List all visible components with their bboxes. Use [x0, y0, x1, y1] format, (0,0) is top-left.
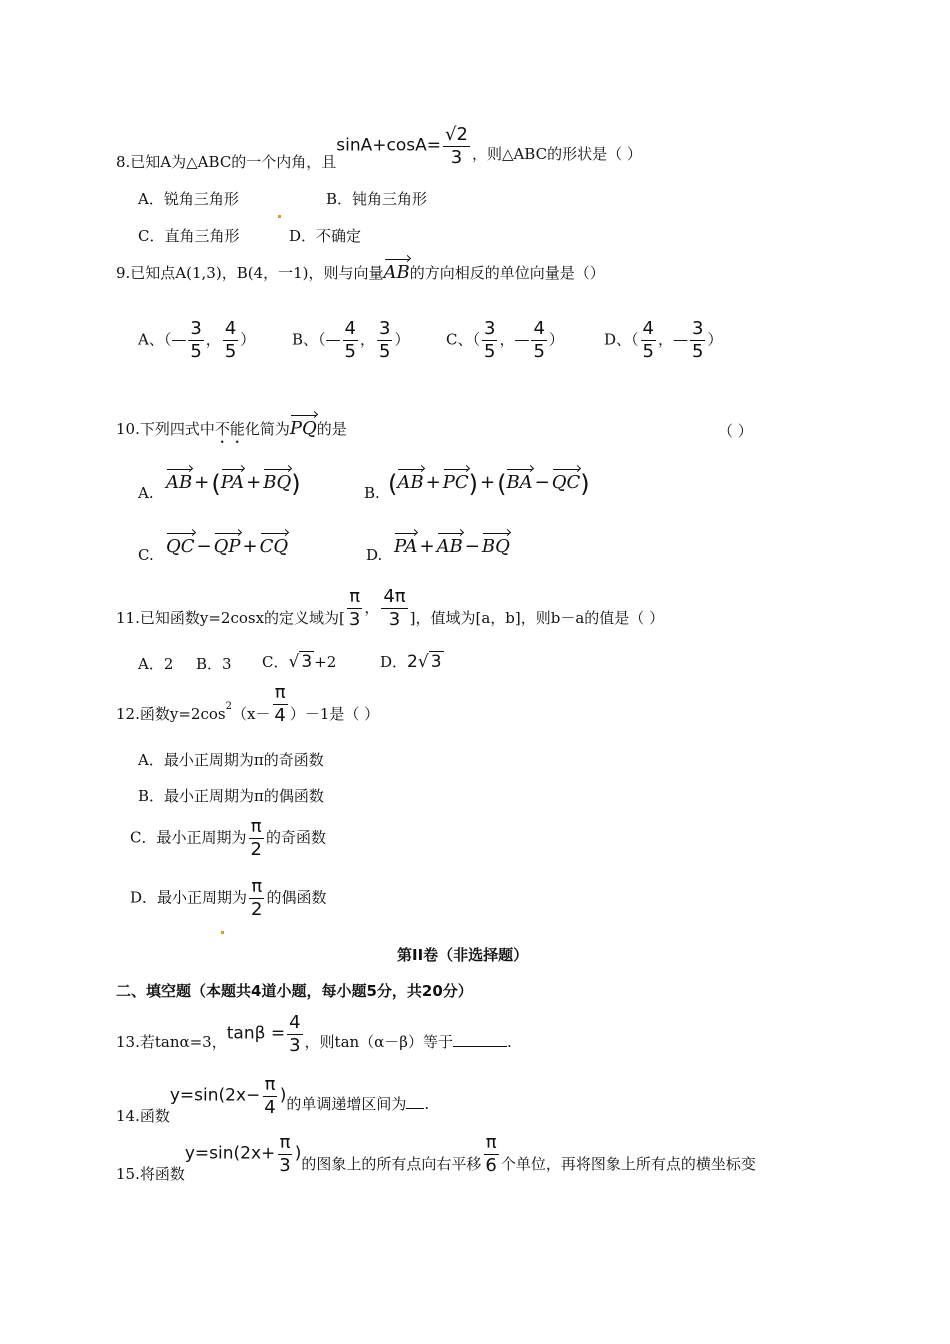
q9-prefix: 9.已知点A(1,3)，B(4，一1)，则与向量 [116, 264, 384, 282]
q10-option-a-label: A. [138, 484, 154, 502]
q8-marker [278, 200, 281, 218]
q8-prefix: 8.已知A为△ABC的一个内角，且 [116, 152, 337, 171]
q12-option-a: A．最小正周期为π的奇函数 [138, 751, 324, 769]
q8-option-d: D．不确定 [289, 227, 362, 245]
q11-fraction-2: $\frac{4\pi}{3}$ [383, 586, 406, 630]
q12-fraction: $\frac{\pi}{4}$ [274, 682, 286, 726]
q8-fraction: $\frac{√2}{3}$ [445, 124, 468, 168]
q11-option-a: A．2 [138, 655, 174, 673]
question-13: 13.若tanα=3，tanβ = $\frac{4}{3}$ ，则tan（α－β）等于 . [116, 1012, 512, 1056]
q10-answer-bracket: （ ） [718, 422, 753, 440]
q10-option-d-expr: PA + AB − BQ [394, 532, 510, 557]
q11-fraction-1: $\frac{\pi}{3}$ [348, 586, 361, 630]
question-10: 10.下列四式中不能化简为PQ的是 [116, 414, 347, 447]
q8-lhs: sinA+cosA= [336, 135, 442, 156]
q9-option-b: B、（— $\frac{4}{5}$ ， $\frac{3}{5}$ ） [292, 318, 410, 362]
q9-vector-ab: AB [384, 258, 410, 283]
question-12: 12.函数$y=2\cos^2(x-$ $\frac{\pi}{4}$ ）－1是（ ） [116, 682, 380, 726]
q12-marker [221, 916, 224, 934]
section-title: 第II卷（非选择题） [397, 946, 529, 964]
question-11: 11.已知函数y=2cosx的定义域为[ $\frac{\pi}{3}$ ， $\frac{4\pi}{3}$ ]，值域为[a，b]，则b－a的值是（ ） [116, 586, 665, 630]
q10-option-b-label: B. [364, 484, 380, 502]
q12-option-b: B．最小正周期为π的偶函数 [138, 787, 324, 805]
question-15: 15.将函数y=sin(2x+ $\frac{\pi}{3}$ )的图象上的所有点向右平移 $\frac{\pi}{6}$ 个单位，再将图象上所有点的横坐标变 [116, 1132, 756, 1183]
question-9 [116, 258, 605, 283]
q10-option-c-label: C. [138, 546, 154, 564]
q10-emphasis: 不能 [214, 420, 245, 438]
q10-vector-pq: PQ [290, 414, 317, 439]
q9-suffix: 的方向相反的单位向量是（） [409, 264, 605, 282]
q10-option-c-expr: QC − QP + CQ [166, 532, 288, 557]
q8-option-c: C．直角三角形 [138, 227, 240, 245]
q10-option-b-expr: (AB + PC) +(BA − QC) [388, 470, 590, 498]
q13-answer-blank[interactable] [453, 1046, 507, 1047]
q8-option-b: B．钝角三角形 [326, 190, 428, 208]
q12-option-d: D．最小正周期为 $\frac{\pi}{2}$ 的偶函数 [130, 876, 327, 920]
q9-option-d: D、（ $\frac{4}{5}$ ，— $\frac{3}{5}$ ） [604, 318, 723, 362]
question-14: 14.函数y=sin(2x− $\frac{\pi}{4}$ )的单调递增区间为 . [116, 1074, 430, 1125]
q10-option-d-label: D. [366, 546, 383, 564]
q8-suffix: ，则△ABC的形状是（ ） [471, 144, 642, 163]
q11-option-b: B．3 [196, 655, 232, 673]
q9-option-a: A、（— $\frac{3}{5}$ ， $\frac{4}{5}$ ） [138, 318, 256, 362]
q11-option-d: D．2√ 3 [380, 652, 442, 672]
q8-option-a: A．锐角三角形 [138, 190, 239, 208]
section-heading: 二、填空题（本题共4道小题，每小题5分，共20分） [116, 982, 473, 1000]
question-8 [116, 124, 642, 171]
q11-option-c: C．√ 3 +2 [262, 652, 337, 672]
q9-option-c: C、（ $\frac{3}{5}$ ，— $\frac{4}{5}$ ） [446, 318, 564, 362]
q10-option-a-expr: AB +(PA + BQ) [166, 470, 301, 498]
q14-answer-blank[interactable] [406, 1108, 424, 1109]
q12-option-c: C．最小正周期为 $\frac{\pi}{2}$ 的奇函数 [130, 816, 326, 860]
